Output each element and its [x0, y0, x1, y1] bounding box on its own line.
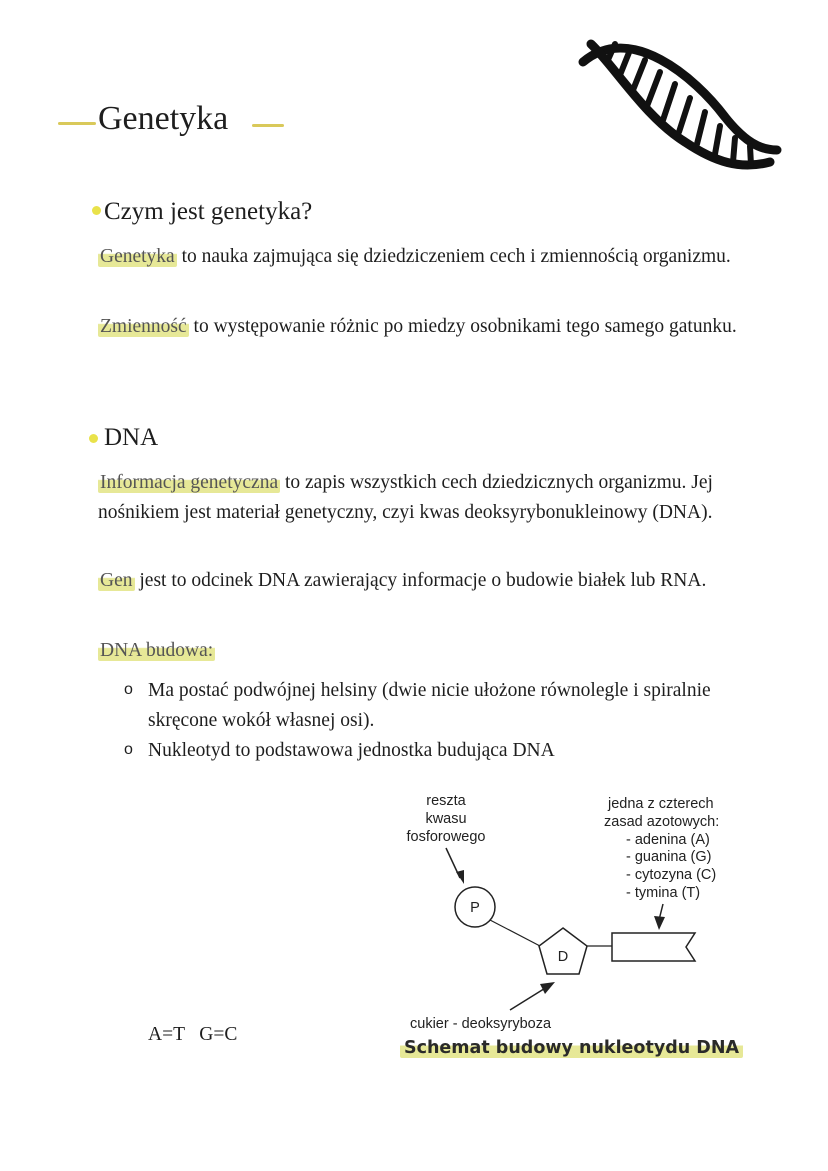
- term-gen: Gen: [100, 570, 133, 591]
- phosphate-label-line: fosforowego: [406, 829, 486, 845]
- phosphate-arrow-head: [456, 870, 464, 884]
- base-item: - tymina (T): [626, 885, 701, 901]
- bases-label-line: zasad azotowych:: [604, 814, 720, 830]
- phosphate-label-line: kwasu: [425, 811, 467, 827]
- title-line-left: [58, 122, 96, 125]
- phosphate-sugar-bond: [490, 920, 540, 946]
- paragraph-variability-definition: [98, 312, 748, 342]
- definition-text: to występowanie różnic po miedzy osobnikami tego samego gatunku.: [188, 316, 737, 337]
- title-line-right: [252, 124, 284, 127]
- term-informacja-genetyczna: Informacja genetyczna: [100, 472, 279, 493]
- nucleotide-diagram: [380, 788, 740, 1038]
- phosphate-symbol: P: [470, 900, 480, 916]
- base-item: - cytozyna (C): [626, 867, 717, 883]
- list-item: Ma postać podwójnej helsiny (dwie nicie ułożone równolegle i spiralnie skręcone wokół własnej osi).: [148, 680, 711, 731]
- base-item: - guanina (G): [626, 849, 712, 865]
- paragraph-gene-definition: [98, 566, 748, 596]
- bases-label-line: jedna z czterech: [608, 796, 714, 812]
- term-dna-budowa: DNA budowa:: [100, 640, 214, 661]
- diagram-caption: [400, 1038, 743, 1058]
- section-bullet-dot: [92, 206, 101, 215]
- caption-text: Schemat budowy nukleotydu DNA: [400, 1038, 743, 1058]
- sugar-arrow-head: [540, 982, 555, 994]
- paragraph-genetic-information: [98, 468, 748, 528]
- sugar-arrow: [510, 987, 547, 1010]
- term-zmiennosc: Zmienność: [100, 316, 187, 337]
- base-item: - adenina (A): [626, 832, 710, 848]
- definition-text: to zapis wszystkich cech dziedzicznych organizmu. Jej nośnikiem jest materiał genetyczny, czyi kwas deoksyrybonukleinowy (DNA).: [98, 472, 713, 523]
- paragraph-genetics-definition: [98, 242, 748, 272]
- page-title: Genetyka: [98, 100, 229, 137]
- subheading-dna-structure: [98, 636, 748, 666]
- section-heading-dna: DNA: [104, 424, 159, 451]
- phosphate-label-line: reszta: [426, 793, 466, 809]
- base-arrow-head: [654, 916, 665, 930]
- definition-text: to nauka zajmująca się dziedziczeniem cech i zmiennością organizmu.: [176, 246, 731, 267]
- sugar-label: cukier - deoksyryboza: [410, 1016, 552, 1032]
- dna-helix-icon: [575, 22, 785, 177]
- list-item: Nukleotyd to podstawowa jednostka budująca DNA: [148, 740, 555, 761]
- term-genetyka: Genetyka: [100, 246, 175, 267]
- nitrogen-base-shape: [612, 933, 695, 961]
- section-heading-genetics: Czym jest genetyka?: [104, 198, 313, 225]
- definition-text: jest to odcinek DNA zawierający informacje o budowie białek lub RNA.: [134, 570, 707, 591]
- section-bullet-dot: [89, 434, 98, 443]
- list-marker: o: [124, 741, 133, 758]
- sugar-symbol: D: [557, 949, 569, 965]
- list-marker: o: [124, 681, 133, 698]
- base-pairing-rule: A=T G=C: [148, 1024, 238, 1045]
